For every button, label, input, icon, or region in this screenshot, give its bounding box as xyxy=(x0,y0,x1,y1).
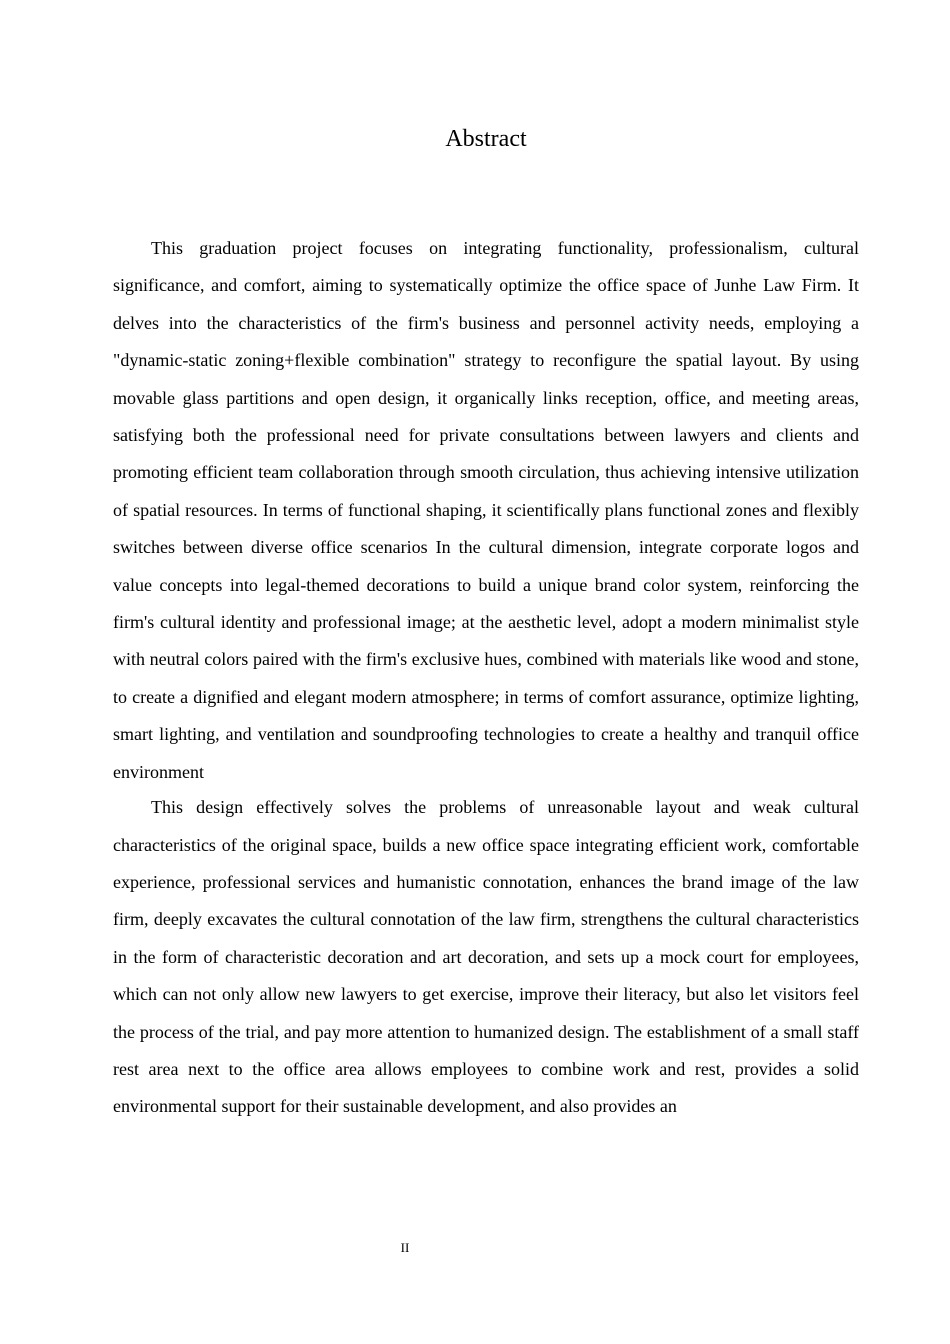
abstract-paragraph-1: This graduation project focuses on integrating functionality, professionalism, cultural significance, and comfort, aiming to systematically optimize the office space of Junhe Law Firm. It delves into the characteristics of the firm's business and personnel activity needs, employing a "dynamic-static zoning+flexible combination" strategy to reconfigure the spatial layout. By using movable glass partitions and open design, it organically links reception, office, and meeting areas, satisfying both the professional need for private consultations between lawyers and clients and promoting efficient team collaboration through smooth circulation, thus achieving intensive utilization of spatial resources. In terms of functional shaping, it scientifically plans functional zones and flexibly switches between diverse office scenarios In the cultural dimension, integrate corporate logos and value concepts into legal-themed decorations to build a unique brand color system, reinforcing the firm's cultural identity and professional image; at the aesthetic level, adopt a modern minimalist style with neutral colors paired with the firm's exclusive hues, combined with materials like wood and stone, to create a dignified and elegant modern atmosphere; in terms of comfort assurance, optimize lighting, smart lighting, and ventilation and soundproofing technologies to create a healthy and tranquil office environment xyxy=(113,238,859,782)
abstract-paragraph-2: This design effectively solves the problems of unreasonable layout and weak cultural characteristics of the original space, builds a new office space integrating efficient work, comfortable experience, professional services and humanistic connotation, enhances the brand image of the law firm, deeply excavates the cultural connotation of the law firm, strengthens the cultural characteristics in the form of characteristic decoration and art decoration, and sets up a mock court for employees, which can not only allow new lawyers to get exercise, improve their literacy, but also let visitors feel the process of the trial, and pay more attention to humanized design. The establishment of a small staff rest area next to the office area allows employees to combine work and rest, provides a solid environmental support for their sustainable development, and also provides an xyxy=(113,797,859,1117)
page-number: II xyxy=(400,1240,410,1255)
abstract-title: Abstract xyxy=(445,126,527,152)
abstract-body xyxy=(113,230,859,1126)
